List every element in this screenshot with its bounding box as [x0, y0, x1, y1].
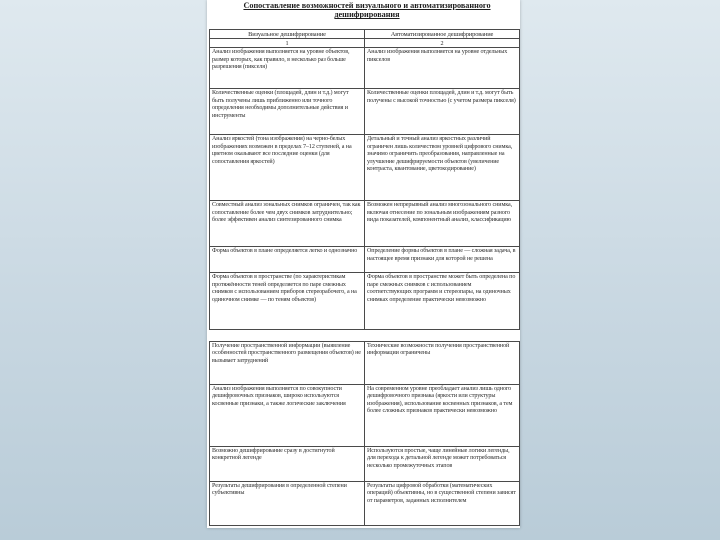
- column-number-2: 2: [365, 39, 520, 48]
- column-number-row: [210, 39, 520, 48]
- header-visual: Визуальное дешифрирование: [210, 30, 365, 39]
- cell-automated: Детальный и точный анализ яркостных различий ограничен лишь количеством уровней цифрового снимка, значимо ограничить преобразования, направленные на улучшение дешифрируемости объектов (увеличение контраста, квантование, цветокодирование): [365, 135, 520, 201]
- table-row: [210, 482, 520, 526]
- document-title: Сопоставление возможностей визуального и автоматизированного дешифрирования: [243, 1, 491, 20]
- cell-automated: Анализ изображения выполняется на уровне отдельных пикселов: [365, 48, 520, 89]
- table-row: [210, 385, 520, 447]
- cell-automated: Форма объектов в пространстве может быть определена по паре смежных снимков с использованием соответствующих программ и стереопары, на одиночных снимках определение практически невозможно: [365, 273, 520, 330]
- cell-automated: Определение формы объектов в плане — сложная задача, в настоящее время признаки для которой не решена: [365, 247, 520, 273]
- table-row: [210, 447, 520, 482]
- cell-automated: Результаты цифровой обработки (математических операций) объективны, но в существенной степени зависят от параметров, заданных исполнителем: [365, 482, 520, 526]
- cell-visual: Возможно дешифрирование сразу в достигнутой конкретной легенде: [210, 447, 365, 482]
- cell-visual: Количественные оценки (площадей, длин и т.д.) могут быть получены лишь приближенно или точного определения необходимы дополнительные действия и инструменты: [210, 89, 365, 135]
- table-row: [210, 273, 520, 330]
- table-row: [210, 89, 520, 135]
- table-row: [210, 342, 520, 385]
- table-row: [210, 247, 520, 273]
- cell-automated: На современном уровне преобладает анализ лишь одного дешифровочного признака (яркости или структуры изображения), использование косвенных признаков, а тем более сложных признаков практически невозможно: [365, 385, 520, 447]
- table-row: [210, 48, 520, 89]
- cell-automated: Возможен непрерывный анализ многозонального снимка, включая отнесение по зональным изображениям разного вида показателей, компонентный анализ, классификацию: [365, 201, 520, 247]
- column-number-1: 1: [210, 39, 365, 48]
- cell-visual: Анализ изображения выполняется на уровне объектов, размер которых, как правило, в несколько раз больше разрешения (пикселя): [210, 48, 365, 89]
- cell-visual: Совместный анализ зональных снимков ограничен, так как сопоставление более чем двух снимков затруднительно; более эффективен анализ синтезированного снимка: [210, 201, 365, 247]
- table-header-row: [210, 30, 520, 39]
- table-row: [210, 135, 520, 201]
- comparison-table-part-2: [209, 341, 520, 526]
- table-row: [210, 201, 520, 247]
- cell-visual: Получение пространственной информации (выявление особенностей пространственного размещения объектов) не вызывает затруднений: [210, 342, 365, 385]
- cell-visual: Анализ яркостей (тона изображения) на черно-белых изображениях возможен в пределах 7–12 ступеней, а на цветном оказывают все последние оценки (для сопоставления яркостей): [210, 135, 365, 201]
- document-page: [207, 0, 520, 528]
- comparison-table-part-1: [209, 29, 520, 330]
- cell-automated: Технические возможности получения пространственной информации ограничены: [365, 342, 520, 385]
- cell-visual: Форма объектов в пространстве (по характеристикам протяжённости теней определяется по паре смежных снимков с использованием приборов стереорабочего, а на одиночном снимке — по теням объектов): [210, 273, 365, 330]
- cell-visual: Анализ изображения выполняется по совокупности дешифровочных признаков, широко используются косвенные признаки, а также логические заключения: [210, 385, 365, 447]
- cell-visual: Форма объектов в плане определяется легко и однозначно: [210, 247, 365, 273]
- cell-automated: Количественные оценки площадей, длин и т.д. могут быть получены с высокой точностью (с учетом размера пикселя): [365, 89, 520, 135]
- cell-automated: Используются простые, чаще линейные логики легенды, для перехода к детальной легенде может потребоваться несколько промежуточных этапов: [365, 447, 520, 482]
- header-automated: Автоматизированное дешифрирование: [365, 30, 520, 39]
- cell-visual: Результаты дешифрирования в определенной степени субъективны: [210, 482, 365, 526]
